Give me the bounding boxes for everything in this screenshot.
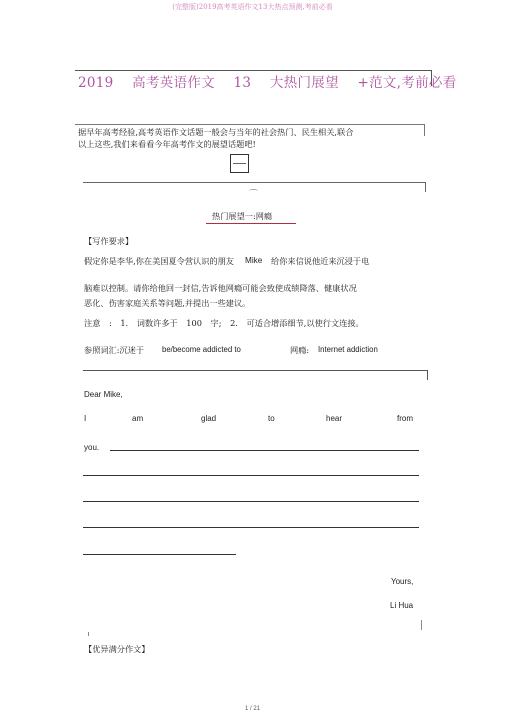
requirement-line-1b: 给你来信说他近来沉浸于电 (271, 256, 370, 266)
vocab-label: 参照词汇:沉迷于 (84, 345, 145, 355)
letter-word: hear (326, 414, 343, 423)
letter-word: glad (201, 414, 217, 423)
requirement-line-1a: 假定你是李华,你在美国夏令营认识的朋友 (84, 256, 234, 266)
image-placeholder-icon (230, 154, 249, 173)
letter-box-corner (427, 370, 428, 380)
letter-word: to (268, 414, 275, 423)
excellent-essay-heading: 【优异满分作文】 (84, 644, 150, 654)
section-title: 热门展望一:网瘾 (212, 211, 273, 221)
document-title: 2019 高考英语作文 13 大热门展望 +范文,考前必看 (78, 75, 457, 91)
writing-requirements-heading: 【写作要求】 (84, 236, 134, 246)
box-corner-mark (88, 632, 89, 636)
requirement-line-3: 恶化、伤害家庭关系等问题,并提出一些建议。 (84, 298, 251, 308)
section-box-corner (425, 182, 426, 192)
page-number: 1 / 21 (244, 706, 260, 712)
letter-signature: Li Hua (390, 601, 414, 610)
intro-line-1: 据早年高考经验,高考英语作文话题一般会与当年的社会热门、民生相关,联合 (78, 127, 354, 137)
page-header: (完整版)2019高考英语作文13大热点预测,考前必看 (172, 3, 333, 11)
writing-line-short (83, 554, 236, 555)
intro-rule (75, 124, 425, 125)
box-corner-mark (421, 620, 422, 630)
vocab-en-2: Internet addiction (318, 345, 378, 354)
letter-word: from (397, 414, 413, 423)
letter-word: I (84, 414, 87, 423)
writing-line (83, 527, 419, 528)
vocab-en-1: be/become addicted to (162, 345, 241, 354)
letter-closing: Yours, (391, 577, 414, 586)
writing-line (110, 450, 419, 451)
caret-mark: ⌒ (249, 190, 259, 200)
writing-line (83, 501, 419, 502)
attention-note: 注意 : 1. 词数许多于 100 字; 2. 可适合增添细节,以使行文连接。 (84, 318, 364, 328)
letter-you: you. (84, 443, 100, 452)
intro-line-2: 以上这些,我们来看看今年高考作文的展望话题吧! (78, 139, 256, 149)
letter-word: am (132, 414, 144, 423)
requirement-line-2: 脑难以控制。请你给他回一封信,告诉他网瘾可能会致使成绩降落、健康状况 (84, 283, 357, 293)
writing-line (83, 475, 419, 476)
vocab-cn-2: 网瘾: (290, 345, 310, 355)
section-box-top (83, 182, 426, 183)
letter-salutation: Dear Mike, (84, 390, 123, 399)
intro-rule-corner (424, 124, 425, 136)
requirement-name: Mike (245, 256, 263, 265)
letter-box-top (83, 370, 428, 371)
section-title-underline (206, 223, 296, 224)
